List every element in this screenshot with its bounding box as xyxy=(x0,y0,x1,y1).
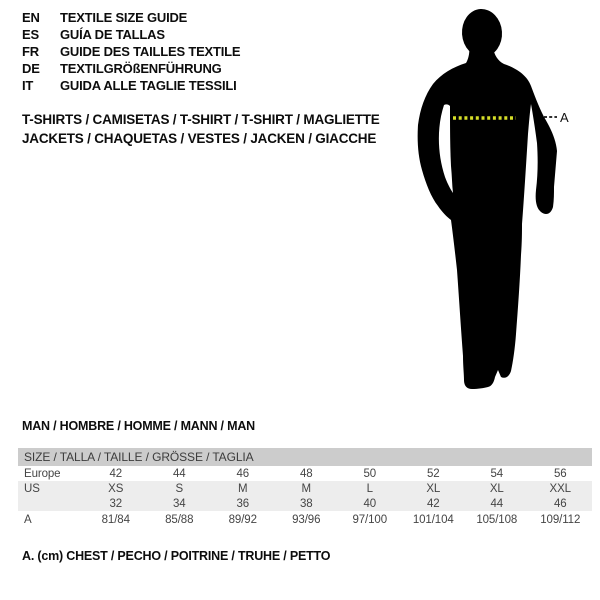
size-cell: 56 xyxy=(553,467,567,480)
size-cell: 44 xyxy=(490,497,504,510)
size-cell: 105/108 xyxy=(476,513,518,526)
lang-code: ES xyxy=(22,27,39,42)
lang-code: FR xyxy=(22,44,39,59)
size-cell: L xyxy=(366,482,373,495)
size-cell: XL xyxy=(426,482,441,495)
measure-label-a: A xyxy=(560,110,569,125)
size-cell: 36 xyxy=(236,497,250,510)
size-cell: 38 xyxy=(299,497,313,510)
lang-label: GUÍA DE TALLAS xyxy=(60,27,165,42)
size-cell: 97/100 xyxy=(352,513,388,526)
size-cell: 89/92 xyxy=(228,513,257,526)
size-cell: XL xyxy=(489,482,504,495)
size-cell: 42 xyxy=(109,467,123,480)
size-cell: M xyxy=(238,482,248,495)
lang-code: IT xyxy=(22,78,34,93)
table-row-chest xyxy=(18,511,592,528)
size-cell: 85/88 xyxy=(165,513,194,526)
row-label: A xyxy=(24,513,32,526)
size-cell: S xyxy=(175,482,184,495)
size-cell: 34 xyxy=(172,497,186,510)
size-cell: 48 xyxy=(299,467,313,480)
table-row-europe xyxy=(18,466,592,481)
lang-code: EN xyxy=(22,10,40,25)
category-tshirts: T-SHIRTS / CAMISETAS / T-SHIRT / T-SHIRT / MAGLIETTE xyxy=(22,112,380,127)
category-jackets: JACKETS / CHAQUETAS / VESTES / JACKEN / GIACCHE xyxy=(22,131,377,146)
size-cell: 46 xyxy=(236,467,250,480)
size-cell: M xyxy=(301,482,311,495)
size-cell: 81/84 xyxy=(101,513,130,526)
lang-label: TEXTILE SIZE GUIDE xyxy=(60,10,188,25)
size-cell: 44 xyxy=(172,467,186,480)
size-cell: XS xyxy=(108,482,124,495)
table-header: SIZE / TALLA / TAILLE / GRÖSSE / TAGLIA xyxy=(18,448,592,466)
size-cell: 109/112 xyxy=(540,513,581,526)
man-head-shape xyxy=(460,8,503,59)
lang-label: GUIDA ALLE TAGLIE TESSILI xyxy=(60,78,237,93)
row-label: US xyxy=(24,482,40,495)
size-cell: 52 xyxy=(426,467,440,480)
lang-code: DE xyxy=(22,61,40,76)
measure-footnote: A. (cm) CHEST / PECHO / POITRINE / TRUHE / PETTO xyxy=(22,549,331,563)
size-cell: 32 xyxy=(109,497,123,510)
size-cell: 46 xyxy=(553,497,567,510)
size-cell: 54 xyxy=(490,467,504,480)
section-title-man: MAN / HOMBRE / HOMME / MANN / MAN xyxy=(22,419,255,433)
row-label: Europe xyxy=(24,467,61,480)
size-cell: 42 xyxy=(426,497,440,510)
size-cell: 101/104 xyxy=(412,513,454,526)
man-body-shape xyxy=(418,43,557,389)
lang-label: GUIDE DES TAILLES TEXTILE xyxy=(60,44,241,59)
table-row-us-numbers xyxy=(18,496,592,511)
size-cell: 50 xyxy=(363,467,377,480)
size-cell: 40 xyxy=(363,497,377,510)
table-row-us-sizes xyxy=(18,481,592,496)
size-table xyxy=(18,448,592,528)
lang-label: TEXTILGRÖßENFÜHRUNG xyxy=(60,61,222,76)
size-cell: 93/96 xyxy=(292,513,321,526)
size-cell: XXL xyxy=(549,482,571,495)
